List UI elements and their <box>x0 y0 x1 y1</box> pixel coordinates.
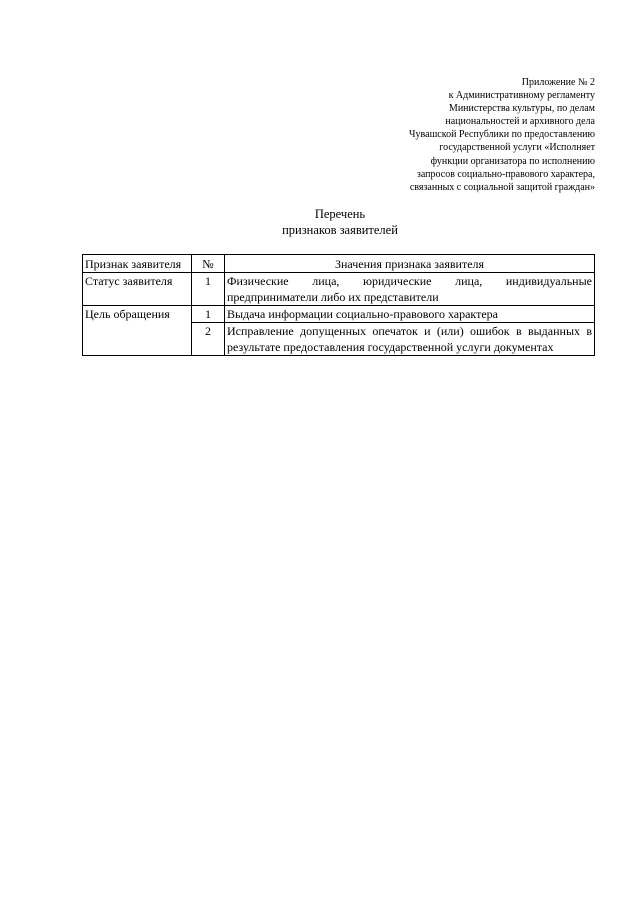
appendix-line: Чувашской Республики по предоставлению <box>409 129 595 141</box>
document-title: Перечень <box>314 207 366 221</box>
header-values: Значения признака заявителя <box>225 255 595 273</box>
number-cell: 1 <box>192 306 225 323</box>
number-cell: 1 <box>192 273 225 306</box>
value-cell: Исправление допущенных опечаток и (или) ошибок в выданных в результате предоставления государственной услуги документах <box>225 323 595 356</box>
criterion-cell: Статус заявителя <box>83 273 192 306</box>
appendix-line: связанных с социальной защитой граждан» <box>409 181 595 193</box>
appendix-line: запросов социально-правового характера, <box>416 168 595 180</box>
header-criterion: Признак заявителя <box>83 255 192 273</box>
table-row <box>83 306 595 323</box>
number-cell: 2 <box>192 323 225 356</box>
header-number: № <box>192 255 225 273</box>
appendix-line: к Административному регламенту <box>448 90 595 102</box>
value-cell: Физические лица, юридические лица, индивидуальные предприниматели либо их представители <box>225 273 595 306</box>
value-cell: Выдача информации социально-правового характера <box>225 306 595 323</box>
appendix-line: государственной услуги «Исполняет <box>439 142 595 154</box>
criterion-cell: Цель обращения <box>83 306 192 356</box>
appendix-header <box>355 76 595 194</box>
appendix-line: Министерства культуры, по делам <box>448 103 595 115</box>
document-subtitle: признаков заявителей <box>282 223 398 237</box>
table-header-row <box>83 255 595 273</box>
appendix-line: Приложение № 2 <box>521 77 595 88</box>
table-row <box>83 273 595 306</box>
appendix-line: функции организатора по исполнению <box>430 155 595 167</box>
appendix-line: национальностей и архивного дела <box>445 116 595 128</box>
applicant-criteria-table <box>82 254 595 356</box>
